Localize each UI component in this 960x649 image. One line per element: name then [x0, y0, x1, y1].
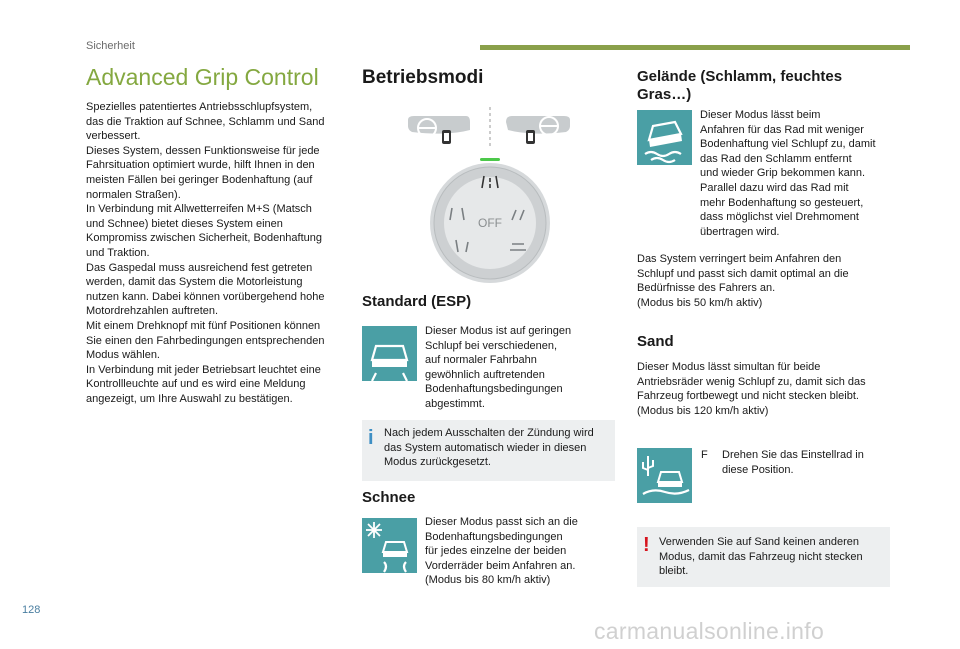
- snow-text: Dieser Modus passt sich an die Bodenhaftungsbedingungen für jedes einzelne der beiden Vorderräder beim Anfahren an. (Modus bis 80 km/h aktiv): [425, 516, 578, 587]
- knob-off-label: OFF: [478, 216, 502, 230]
- sand-instruction: Drehen Sie das Einstellrad in diese Position.: [722, 449, 864, 476]
- page-number: 128: [22, 604, 41, 616]
- terrain-heading: Gelände (Schlamm, feuchtes Gras…): [637, 68, 843, 103]
- header-divider: [480, 45, 910, 50]
- warning-note: [637, 527, 890, 587]
- sand-bullet: F: [701, 449, 708, 461]
- info-note: [362, 420, 615, 481]
- steering-wheel-icon: [506, 116, 570, 144]
- page-title: Advanced Grip Control: [86, 64, 319, 90]
- mode-snow-icon: [362, 518, 417, 573]
- steering-wheel-icon: [408, 116, 470, 144]
- warning-note-text: Verwenden Sie auf Sand keinen anderen Modus, damit das Fahrzeug nicht stecken bleibt.: [659, 536, 863, 578]
- mode-sand-icon: [637, 448, 692, 503]
- watermark: carmanualsonline.info: [594, 618, 825, 644]
- modes-heading: Betriebsmodi: [362, 67, 484, 88]
- mode-standard-icon: [362, 326, 417, 381]
- standard-heading: Standard (ESP): [362, 293, 472, 310]
- sand-text: Dieser Modus lässt simultan für beide Antriebsräder wenig Schlupf zu, damit sich das Fahrzeug fortbewegt und nicht stecken bleibt. (Modus bis 120 km/h aktiv): [637, 361, 866, 417]
- info-icon: i: [368, 427, 374, 449]
- terrain-text-2: Das System verringert beim Anfahren den Schlupf und passt sich damit optimal an die Bedürfnisse des Fahrers an. (Modus bis 50 km/h aktiv): [637, 253, 849, 309]
- knob-illustration: [400, 104, 580, 286]
- warning-icon: !: [643, 534, 650, 556]
- standard-text: Dieser Modus ist auf geringen Schlupf bei verschiedenen, auf normaler Fahrbahn gewöhnlich auftretenden Bodenhaftungsbedingungen abgestimmt.: [425, 325, 572, 410]
- snow-heading: Schnee: [362, 489, 416, 506]
- intro-text: Spezielles patentiertes Antriebsschlupfsystem, das die Traktion auf Schnee, Schlamm und Sand verbessert. Dieses System, dessen Funktionsweise für jede Fahrsituation optimiert wurde, hilft Ihnen in den meisten Fällen bei geringer Bodenhaftung (auf normalen Straßen). In Verbindung mit Allwetterreifen M+S (Matsch und Schnee) bietet dieses System einen Kompromiss zwischen Sicherheit, Bodenhaftung und Traktion. Das Gaspedal muss ausreichend fest getreten werden, damit das System die Motorleistung nutzen kann. Dabei können vorübergehend hohe Motordrehzahlen auftreten. Mit einem Drehknopf mit fünf Positionen können Sie einen den Fahrbedingungen entsprechenden Modus wählen. In Verbindung mit jeder Betriebsart leuchtet eine Kontrollleuchte auf und es wird eine Meldung angezeigt, um Ihre Auswahl zu bestätigen.: [86, 101, 325, 405]
- mode-mud-icon: [637, 110, 692, 165]
- section-label: Sicherheit: [86, 40, 135, 52]
- info-note-text: Nach jedem Ausschalten der Zündung wird das System automatisch wieder in diesen Modus zurückgesetzt.: [384, 427, 594, 469]
- terrain-text: Dieser Modus lässt beim Anfahren für das Rad mit weniger Bodenhaftung viel Schlupf zu, damit das Rad den Schlamm entfernt und wieder Grip bekommen kann. Parallel dazu wird das Rad mit mehr Bodenhaftung so gesteuert, dass möglichst viel Drehmoment übertragen wird.: [700, 109, 876, 238]
- sand-heading: Sand: [637, 333, 674, 350]
